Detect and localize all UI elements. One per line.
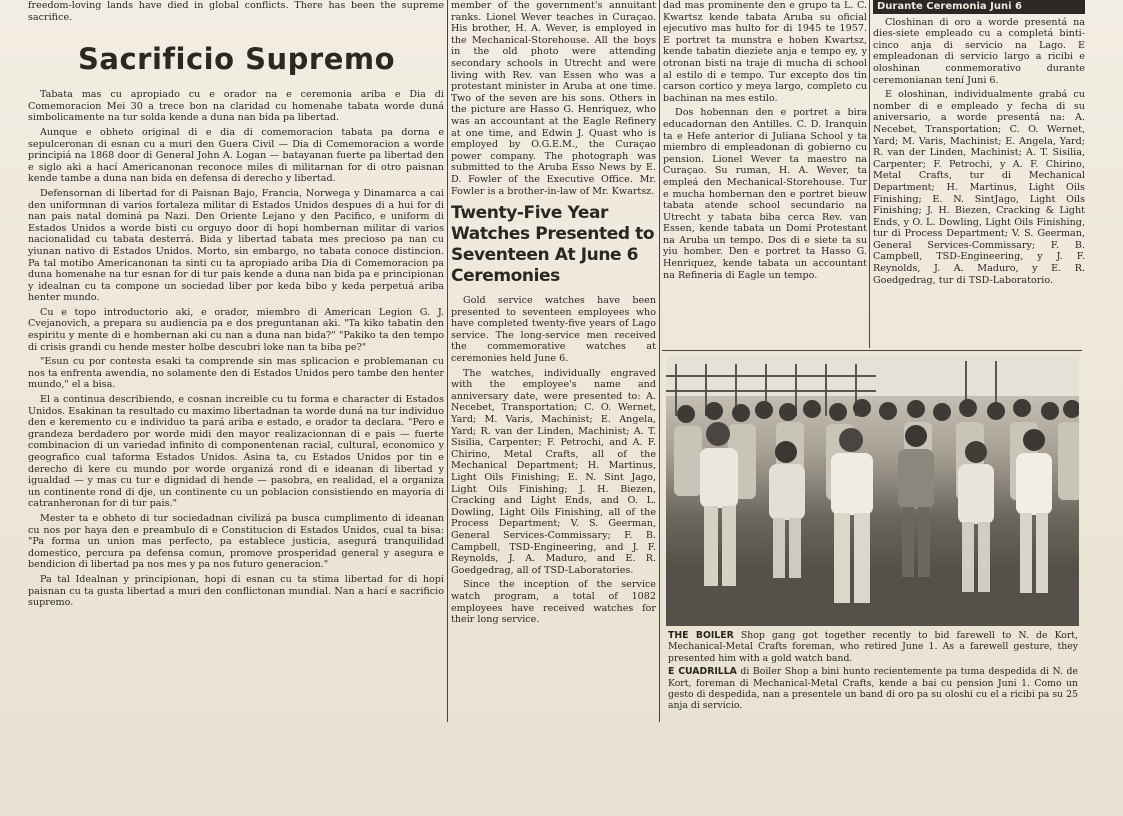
group-photo-image (666, 356, 1079, 626)
article-title: Sacrificio Supremo (78, 42, 395, 77)
paragraph: Dos hobennan den e portret a bira educadornan den Antilles. C. D. Iranquin ta e Hefe anterior di Juliana School y ta miembro di empleadonan di gobierno cu pension. Lionel Wever ta maestro na Curaçao. Su ruman, H. A. Wever, ta empleá den Mechanical-Storehouse. Tur e mucha hombernan den e portret bieuw tabata atende school secundario na Utrecht y tabata biba cerca Rev. van Essen, kende tabata un Domi Protestant na Aruba un tempo. Dos di e siete ta su yiu homber. Den e portret ta Hasso G. Henriquez, kende tabata un accountant na Refineria di Eagle un tempo. (663, 107, 867, 281)
photo-top-rule (662, 350, 1082, 351)
paragraph: Since the inception of the service watch program, a total of 1082 employees have received watches for their long service. (451, 579, 656, 626)
papiamento-column (663, 0, 867, 284)
caption-english-lead: THE BOILER (668, 630, 734, 641)
paragraph: Cu e topo introductorio aki, e orador, miembro di American Legion G. J. Cvejanovich, a prepara su audiencia pa e dos preguntanan aki. "Ta kiko tabatin den espiritu y mente di e hombernan aki cu nan a duna nan bida?" "Pakiko ta den tempo di crisis grandi cu hende mester holbe descubri loke nan ta biba pe?" (28, 306, 444, 353)
paragraph: Gold service watches have been presented to seventeen employees who have completed twenty-five years of Lago service. The long-service men received the commemorative watches at ceremonies held June 6. (451, 295, 656, 365)
paragraph: member of the government's annuitant ranks. Lionel Wever teaches in Curaçao. His brother, H. A. Wever, is employed in the Mechanical-Storehouse. All the boys in the old photo were attending secondary schools in Utrecht and were living with Rev. van Essen who was a protestant minister in Aruba at one time. Two of the seven are his sons. Others in the picture are Hasso G. Henriquez, who was an accountant at the Eagle Refinery at one time, and Edwin J. Quast who is employed by O.G.E.M., the Curaçao power company. The photograph was submitted to the Aruba Esso News by E. D. Fowler of the Executive Office. Mr. Fowler is a brother-in-law of Mr. Kwartsz. (451, 0, 656, 197)
paragraph: Defensornan di libertad for di Paisnan Bajo, Francia, Norwega y Dinamarca a cai den uniformnan di varios fortaleza militar di Estados Unidos despues di a hui for di nan pais natal dominá pa Nazi. Den Oriente Lejano y den Pacifico, e uniform di Estados Unidos a worde bisti cu orguyo door di hopi hombernan militar di varios nacionalidad cu tabata desterrá. Bida y libertad tabata mes precioso pa nan cu yiunan nativo di Estados Unidos. Morto, sin embargo, no tabata conoce distincion. Pa tal motibo Americanonan ta sinti cu ta apropiado ariba Dia di Comemoracion pa duna homenahe na tur esnan for di tur pais kende a duna nan bida pa e principionan y idealnan cu ta compone un sociedad liber por keda bibo y keda perpetuá ariba henter mundo. (28, 187, 444, 304)
watches-headline: Twenty-Five Year Watches Presented to Seventeen At June 6 Ceremonies (451, 203, 655, 287)
paragraph: dad mas prominente den e grupo ta L. C. Kwartsz kende tabata Aruba su oficial ejecutivo mas hulto for di 1945 te 1957. E portret ta munstra e hoben Kwartsz, kende tabatin dieziete anja e tempo ey, y otronan bisti na traje di mucha di school al estilo di e tempo. Tur excepto dos tin carson cortico y meya largo, completo cu bachinan na mes estilo. (663, 0, 867, 104)
editorial-column (28, 0, 444, 612)
caption-english-text: Shop gang got together recently to bid farewell to N. de Kort, Mechanical-Metal Crafts foreman, who retired June 1. As a farewell gesture, they presented him with a gold watch band. (668, 630, 1078, 664)
paragraph: Mester ta e obheto di tur sociedadnan civilizá pa busca cumplimento di ideanan cu nos por haya den e preambulo di e Constitucion di Estados Unidos, cual ta bisa: "Pa forma un union mas perfecto, pa establece justicia, asegurá tranquilidad domestico, percura pa defensa comun, promove prosperidad general y asegura e bendicion di libertad pa nos mes y pa nos futuro generacion." (28, 512, 444, 571)
papiamento-watches-column (873, 0, 1085, 289)
paragraph: E oloshinan, individualmente grabá cu nomber di e empleado y fecha di su aniversario, a worde presentá na: A. Necebet, Transportation; C. O. Wernet, Yard; M. Varis, Machinist; E. Angela, Yard; R. van der Linden, Machinist; A. T. Sisilia, Carpenter; F. Petrochi, y A. F. Chirino, Metal Crafts, tur di Mechanical Department; H. Martinus, Light Oils Finishing; E. N. SintJago, Light Oils Finishing; J. H. Biezen, Cracking & Light Ends, y O. L. Dowling, Light Oils Finishing, tur di Process Department; V. S. Geerman, General Services-Commissary; F. B. Campbell, TSD-Engineering, y J. F. Reynolds, J. A. Maduro, y E. R. Goedgedrag, tur di TSD-Laboratorio. (873, 89, 1085, 286)
news-column (451, 0, 656, 629)
section-bar: Durante Ceremonia Juni 6 (873, 0, 1085, 14)
column-rule (447, 0, 448, 722)
column-rule (869, 0, 870, 348)
caption-papiamento (668, 666, 1078, 712)
paragraph: Closhinan di oro a worde presentá na dies-siete empleado cu a completá binti-cinco anja di servicio na Lago. E empleadonan di servicio largo a ricibi e oloshinan conmemorativo durante ceremonianan tení Juni 6. (873, 16, 1085, 86)
column-rule (659, 0, 660, 722)
paragraph: Tabata mas cu apropiado cu e orador na e ceremonia ariba e Dia di Comemoracion Mei 30 a trece bon na claridad cu homenahe tabata worde duná simbolicamente na tur solda kende a duna nan bida pa libertad. (28, 89, 444, 124)
photo-caption (668, 630, 1078, 714)
paragraph: El a continua describiendo, e cosnan increible cu tu forma e character di Estados Unidos. Esakinan ta resultado cu maximo libertadnan ta worde duná na tur individuo den e keremento cu e individuo ta pará ariba e estado, e orador ta declara. "Pero e grandeza berdadero por worde midi den mayor realizacionnan di e pais — fuerte combinacion di un variedad infinito di componentenan racial, cultural, economico y geografico cual taforma Estados Unidos. Asina ta, cu Estados Unidos por tin e derecho di kere cu mundo por worde organizá rond di e ideanan di libertad y igualdad — y mas cu tur e dignidad di hende — pasobra, en realidad, el a organiza un continente rond di dje, un continente cu un poblacion consistiendo en mayoria di catranheronan for di tur pais." (28, 394, 444, 510)
paragraph: Pa tal Idealnan y principionan, hopi di esnan cu ta stima libertad for di hopi paisnan cu ta gusta libertad a muri den conflictonan mundial. Nan a hací e sacrificio supremo. (28, 573, 444, 609)
paragraph: Aunque e obheto original di e dia di comemoracion tabata pa dorna e sepulceronan di esnan cu a muri den Guera Civil — Dia di Comemoracion a worde principiá na 1868 door di General John A. Logan — batayanan fuerte pa libertad den e siglo aki a hací Americanonan reconoce miles di militarnan for di otro paisnan kende tambe a duna nan bida en defensa di derecho y libertad. (28, 126, 444, 185)
caption-english (668, 630, 1078, 664)
boiler-shop-photo (666, 356, 1079, 626)
paragraph: The watches, individually engraved with the employee's name and anniversary date, were presented to: A. Necebet, Transportation; C. O. Wernet, Yard; M. Varis, Machinist; E. Angela, Yard; R. van der Linden, Machinist; A. T. Sisilia, Carpenter; F. Petrochi, and A. F. Chirino, Metal Crafts, all of the Mechanical Department; H. Martinus, Light Oils Finishing; E. N. Sint Jago, Light Oils Finishing; J. H. Biezen, Cracking and Light Ends, and O. L. Dowling, Light Oils Finishing, all of the Process Department; V. S. Geerman, General Services-Commissary; F. B. Campbell, TSD-Engineering, and J. F. Reynolds, J. A. Maduro, and E. R. Goedgedrag, all of TSD-Laboratories. (451, 367, 656, 576)
paragraph: "Esun cu por contesta esaki ta comprende sin mas splicacion e problemanan cu nos ta enfrenta awendia, no solamente den di Estados Unidos pero tambe den henter mundo," el a bisa. (28, 356, 444, 391)
caption-papiamento-text: di Boiler Shop a bini hunto recientemente pa tuma despedida di N. de Kort, foreman di Mechanical-Metal Crafts, kende a bai cu pension Juni 1. Como un gesto di despedida, nan a presentele un band di oro pa su oloshi cu el a ricibi pa su 25 anja di servicio. (668, 666, 1078, 712)
top-fragment: freedom-loving lands have died in global conflicts. There has been the supreme sacrifice. (28, 0, 444, 23)
caption-papiamento-lead: E CUADRILLA (668, 666, 737, 678)
